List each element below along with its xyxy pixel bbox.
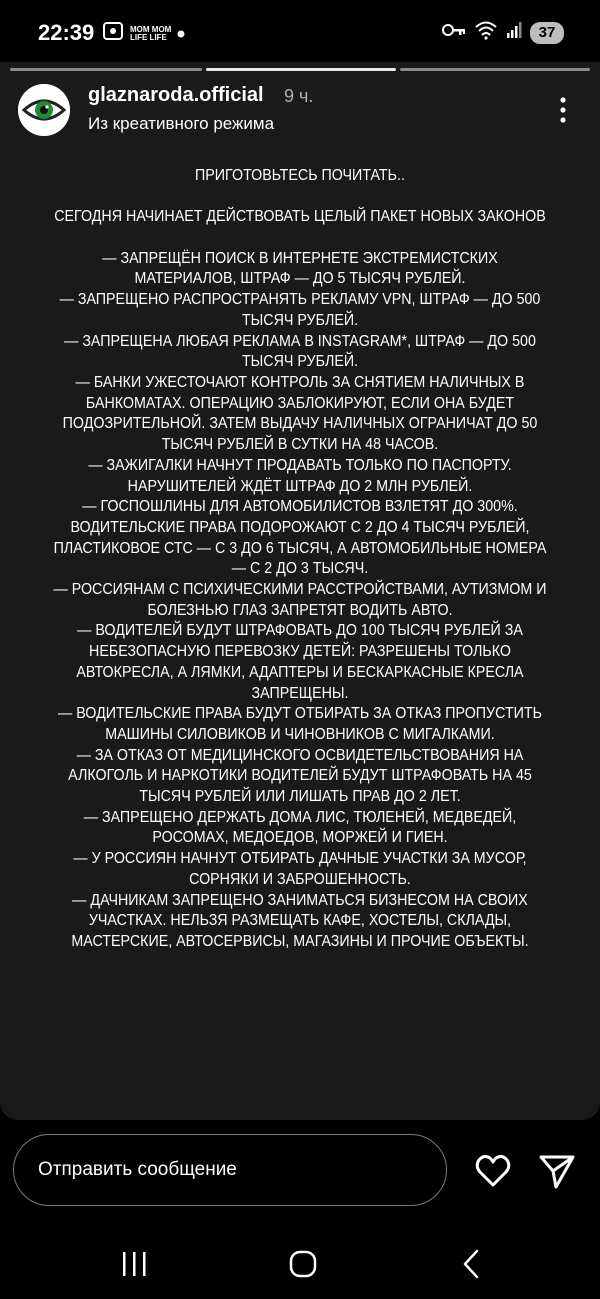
message-input[interactable] <box>13 1134 447 1206</box>
screenshot-icon <box>102 21 124 46</box>
law-item: — БАНКИ УЖЕСТОЧАЮТ КОНТРОЛЬ ЗА СНЯТИЕМ НАЛИЧНЫХ В БАНКОМАТАХ. ОПЕРАЦИЮ ЗАБЛОКИРУЮТ, ЕСЛИ ОНА БУДЕТ ПОДОЗРИТЕЛЬНОЙ. ЗАТЕМ ВЫДАЧУ НАЛИЧНЫХ ОГРАНИЧАТ ДО 50 ТЫСЯЧ РУБЛЕЙ В СУТКИ НА 48 ЧАСОВ. <box>62 374 538 454</box>
message-placeholder: Отправить сообщение <box>38 1159 237 1180</box>
dot-icon <box>177 25 185 43</box>
notification-icons <box>102 21 185 46</box>
story-progress-segment <box>400 68 590 71</box>
law-item: — ДАЧНИКАМ ЗАПРЕЩЕНО ЗАНИМАТЬСЯ БИЗНЕСОМ НА СВОИХ УЧАСТКАХ. НЕЛЬЗЯ РАЗМЕЩАТЬ КАФЕ, ХОСТЕЛЫ, СКЛАДЫ, МАСТЕРСКИЕ, АВТОСЕРВИСЫ, МАГАЗИНЫ И ПРОЧИЕ ОБЪЕКТЫ. <box>71 891 529 950</box>
status-bar <box>0 0 600 62</box>
recents-icon <box>114 1246 154 1282</box>
more-options-button[interactable] <box>554 94 572 126</box>
heart-icon <box>472 1150 514 1192</box>
story-text <box>53 166 546 953</box>
story-time: 9 ч. <box>284 86 314 106</box>
avatar[interactable] <box>18 84 70 136</box>
username[interactable]: glaznaroda.official <box>88 84 264 106</box>
send-icon <box>536 1150 578 1192</box>
eye-logo-icon <box>18 84 70 136</box>
law-item: — РОССИЯНАМ С ПСИХИЧЕСКИМИ РАССТРОЙСТВАМИ, АУТИЗМОМ И БОЛЕЗНЬЮ ГЛАЗ ЗАПРЕТЯТ ВОДИТЬ АВТО. <box>53 581 547 619</box>
battery-indicator: 37 <box>530 22 564 44</box>
law-item: — ВОДИТЕЛЬСКИЕ ПРАВА БУДУТ ОТБИРАТЬ ЗА ОТКАЗ ПРОПУСТИТЬ МАШИНЫ СИЛОВИКОВ И ЧИНОВНИКОВ С МИГАЛКАМИ. <box>58 705 542 743</box>
like-button[interactable] <box>472 1150 514 1192</box>
law-item: — ЗАПРЕЩЕНА ЛЮБАЯ РЕКЛАМА В INSTAGRAM*, ШТРАФ — ДО 500 ТЫСЯЧ РУБЛЕЙ. <box>64 332 536 371</box>
story-progress-segment <box>10 68 202 71</box>
back-icon <box>452 1246 492 1282</box>
law-item: — У РОССИЯН НАЧНУТ ОТБИРАТЬ ДАЧНЫЕ УЧАСТКИ ЗА МУСОР, СОРНЯКИ И ЗАБРОШЕННОСТЬ. <box>73 850 527 888</box>
send-button[interactable] <box>536 1150 578 1192</box>
law-item: — ГОСПОШЛИНЫ ДЛЯ АВТОМОБИЛИСТОВ ВЗЛЕТЯТ ДО 300%. ВОДИТЕЛЬСКИЕ ПРАВА ПОДОРОЖАЮТ С 2 ДО 4 ТЫСЯЧ РУБЛЕЙ, ПЛАСТИКОВОЕ СТС — С 3 ДО 6 ТЫСЯЧ, А АВТОМОБИЛЬНЫЕ НОМЕРА — С 2 ДО 3 ТЫСЯЧ. <box>53 498 547 578</box>
story-text-title: ПРИГОТОВЬТЕСЬ ПОЧИТАТЬ.. <box>195 167 405 184</box>
law-item: — ЗА ОТКАЗ ОТ МЕДИЦИНСКОГО ОСВИДЕТЕЛЬСТВОВАНИЯ НА АЛКОГОЛЬ И НАРКОТИКИ ВОДИТЕЛЕЙ БУДУТ ШТРАФОВАТЬ НА 45 ТЫСЯЧ РУБЛЕЙ ИЛИ ЛИШАТЬ ПРАВ ДО 2 ЛЕТ. <box>68 746 532 806</box>
signal-icon <box>506 21 522 44</box>
story-subtitle: Из креативного режима <box>88 114 275 133</box>
law-item: — ЗАПРЕЩЁН ПОИСК В ИНТЕРНЕТЕ ЭКСТРЕМИСТСКИХ МАТЕРИАЛОВ, ШТРАФ — ДО 5 ТЫСЯЧ РУБЛЕЙ. <box>102 249 498 288</box>
system-nav-bar <box>0 1226 600 1299</box>
story-progress-segment-active <box>206 68 396 71</box>
home-button[interactable] <box>283 1246 323 1282</box>
system-icons <box>442 20 564 45</box>
law-item: — ЗАПРЕЩЕНО РАСПРОСТРАНЯТЬ РЕКЛАМУ VPN, ШТРАФ — ДО 500 ТЫСЯЧ РУБЛЕЙ. <box>59 291 541 329</box>
story-card[interactable] <box>0 62 600 1120</box>
momlife-icon: MOM MOM LIFE LIFE <box>130 24 172 42</box>
law-item: — ВОДИТЕЛЕЙ БУДУТ ШТРАФОВАТЬ ДО 100 ТЫСЯЧ РУБЛЕЙ ЗА НЕБЕЗОПАСНУЮ ПЕРЕВОЗКУ ДЕТЕЙ: РАЗРЕШЕНЫ ТОЛЬКО АВТОКРЕСЛА, А ЛЯМКИ, АДАПТЕРЫ И БЕСКАРКАСНЫЕ КРЕСЛА ЗАПРЕЩЕНЫ. <box>76 622 524 702</box>
law-item: — ЗАПРЕЩЕНО ДЕРЖАТЬ ДОМА ЛИС, ТЮЛЕНЕЙ, МЕДВЕДЕЙ, РОСОМАХ, МЕДОЕДОВ, МОРЖЕЙ И ГИЕН. <box>83 808 517 847</box>
story-text-intro: СЕГОДНЯ НАЧИНАЕТ ДЕЙСТВОВАТЬ ЦЕЛЫЙ ПАКЕТ НОВЫХ ЗАКОНОВ <box>54 208 546 226</box>
more-vertical-icon <box>554 94 572 126</box>
key-icon <box>442 23 466 42</box>
back-button[interactable] <box>452 1246 492 1282</box>
status-time: 22:39 <box>38 20 95 45</box>
home-icon <box>283 1246 323 1282</box>
recents-button[interactable] <box>114 1246 154 1282</box>
wifi-icon <box>474 20 498 45</box>
law-item: — ЗАЖИГАЛКИ НАЧНУТ ПРОДАВАТЬ ТОЛЬКО ПО ПАСПОРТУ. НАРУШИТЕЛЕЙ ЖДЁТ ШТРАФ ДО 2 МЛН РУБЛЕЙ. <box>88 456 512 495</box>
